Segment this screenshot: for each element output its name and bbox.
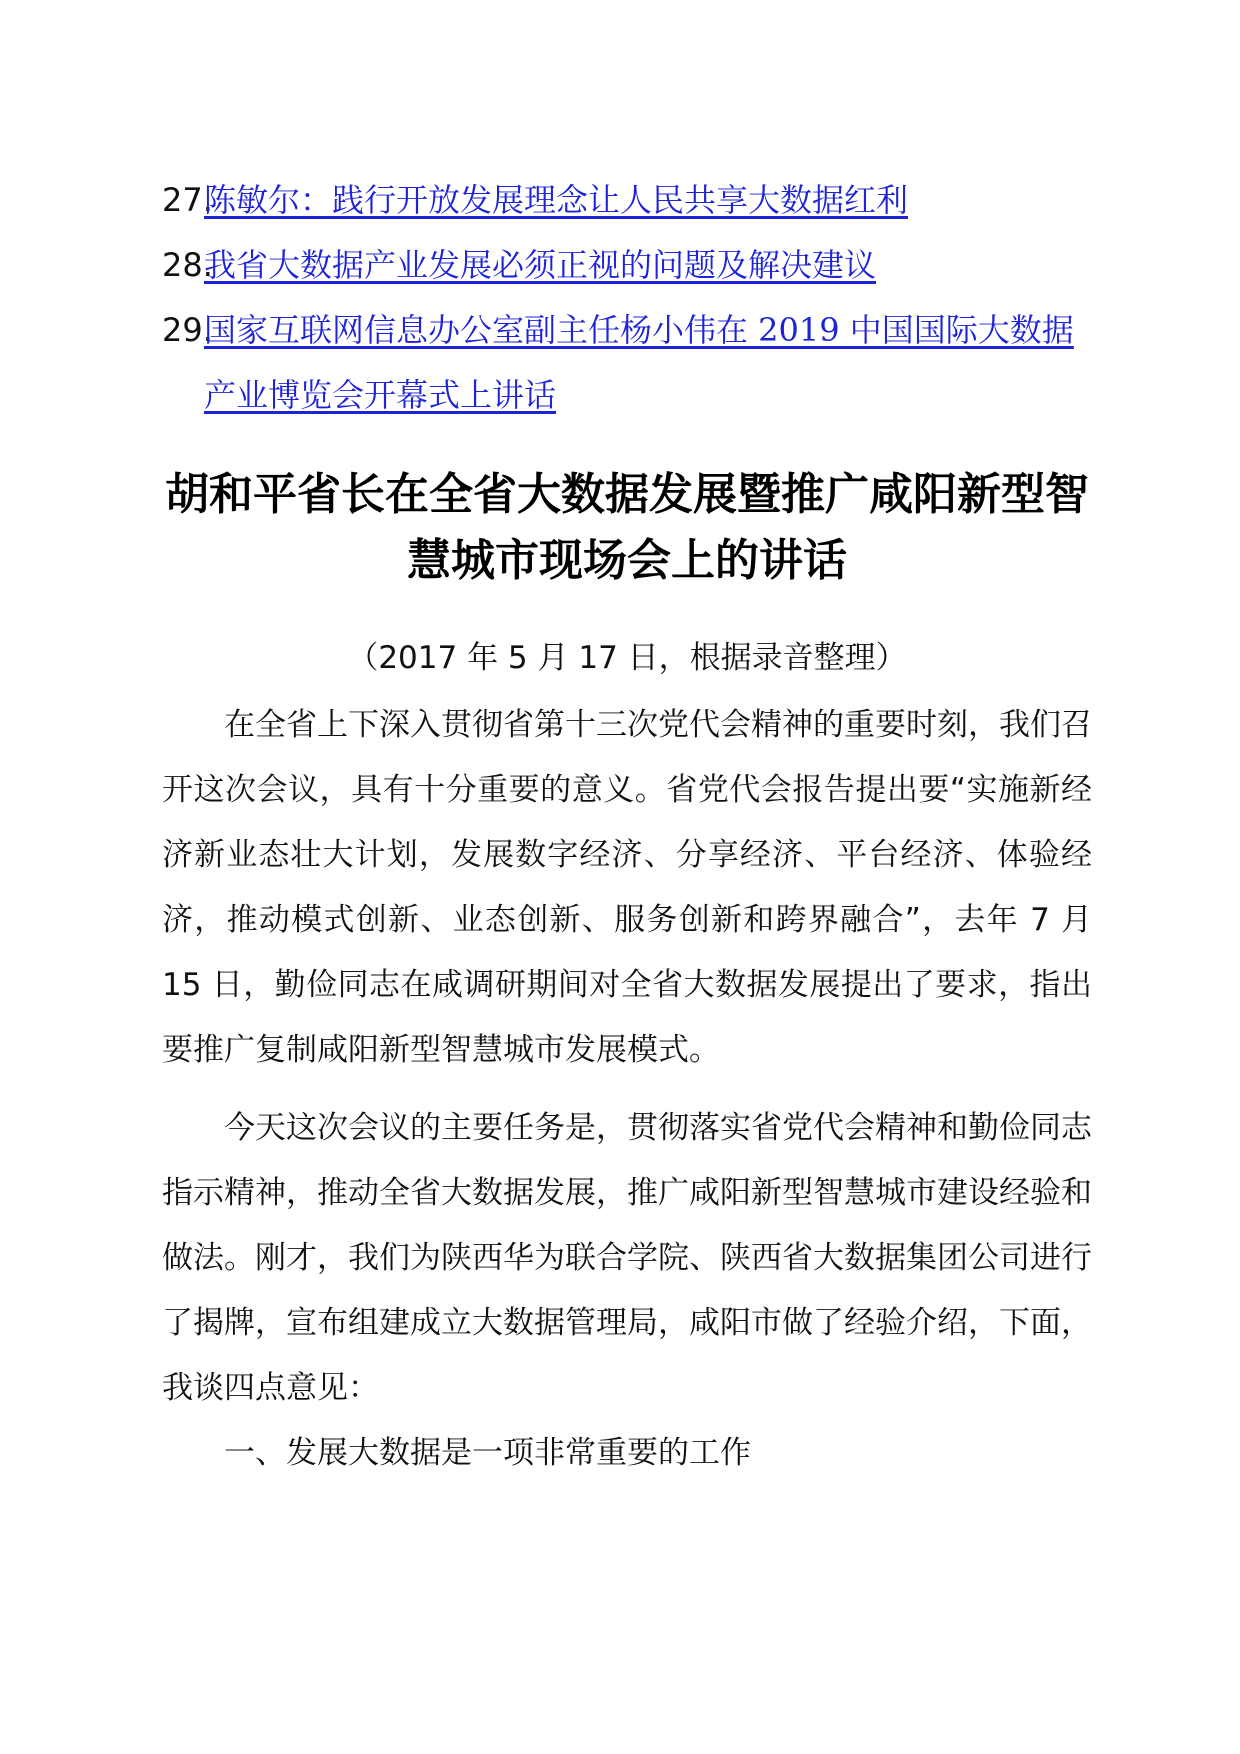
toc-item [162, 168, 1102, 233]
toc-link-chen-miner[interactable]: 陈敏尔：践行开放发展理念让人民共享大数据红利 [204, 181, 909, 219]
section-heading: 一、发展大数据是一项非常重要的工作 [224, 1435, 751, 1471]
toc-item-number: 27. [162, 181, 213, 219]
toc-list [162, 168, 1102, 428]
toc-link-big-data-problems[interactable]: 我省大数据产业发展必须正视的问题及解决建议 [204, 246, 877, 284]
body-paragraph: 在全省上下深入贯彻省第十三次党代会精神的重要时刻，我们召开这次会议，具有十分重要的意义。省党代会报告提出要“实施新经济新业态壮大计划，发展数字经济、分享经济、平台经济、体验经济，推动模式创新、业态创新、服务创新和跨界融合”，去年 7 月 15 日，勤俭同志在咸调研期间对全省大数据发展提出了要求，指出要推广复制咸阳新型智慧城市发展模式。 [162, 707, 1092, 1068]
toc-item [162, 298, 1102, 428]
article-subtitle: （2017 年 5 月 17 日，根据录音整理） [347, 640, 907, 676]
toc-item-number: 29. [162, 311, 213, 349]
toc-link-yang-xiaowei-speech[interactable]: 国家互联网信息办公室副主任杨小伟在 2019 中国国际大数据产业博览会开幕式上讲话 [204, 311, 1074, 414]
article-title: 胡和平省长在全省大数据发展暨推广咸阳新型智慧城市现场会上的讲话 [165, 469, 1089, 586]
body-paragraph: 今天这次会议的主要任务是，贯彻落实省党代会精神和勤俭同志指示精神，推动全省大数据发展，推广咸阳新型智慧城市建设经验和做法。刚才，我们为陕西华为联合学院、陕西省大数据集团公司进行了揭牌，宣布组建成立大数据管理局，咸阳市做了经验介绍，下面，我谈四点意见： [162, 1110, 1092, 1406]
toc-item [162, 233, 1102, 298]
toc-item-number: 28. [162, 246, 213, 284]
article-body [162, 693, 1092, 1486]
